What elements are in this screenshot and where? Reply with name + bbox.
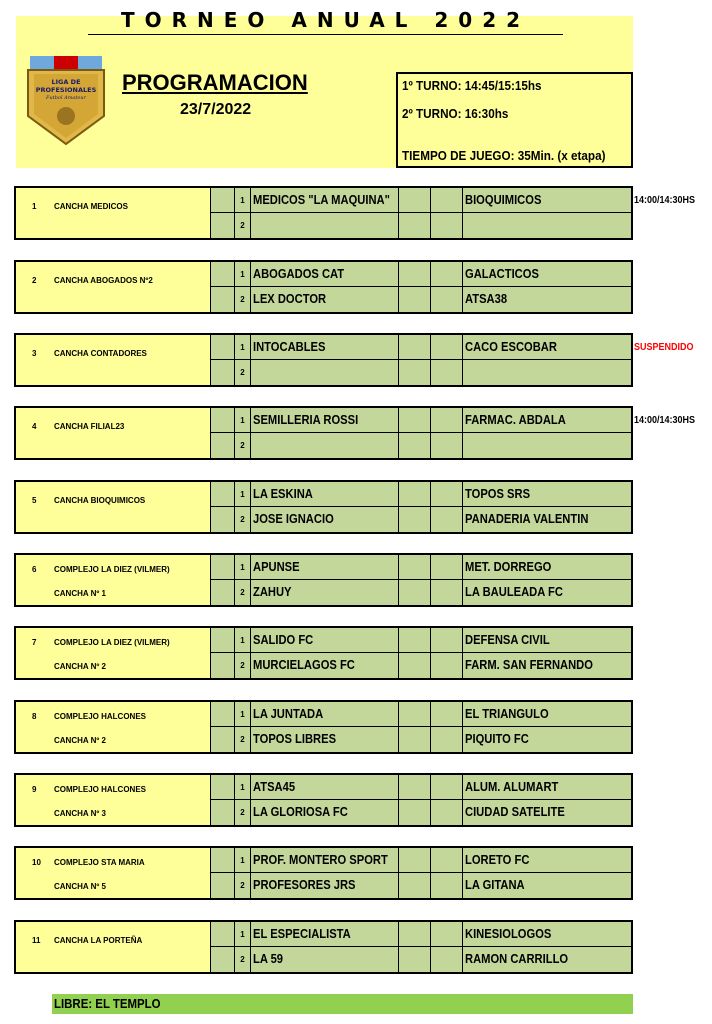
away-team: GALACTICOS (462, 262, 631, 287)
blank-cell (210, 335, 234, 360)
venue-name: COMPLEJO STA MARIA (54, 858, 145, 867)
home-team: MURCIELAGOS FC (250, 653, 398, 678)
score-cell (430, 287, 462, 312)
blank-cell (210, 287, 234, 312)
home-team: LEX DOCTOR (250, 287, 398, 312)
venue-name: CANCHA CONTADORES (54, 349, 147, 358)
venue-field: CANCHA Nº 3 (54, 809, 106, 818)
libre-bar (52, 994, 633, 1014)
away-team: DEFENSA CIVIL (462, 628, 631, 653)
score-cell (398, 335, 430, 360)
home-team: APUNSE (250, 555, 398, 580)
turn-number: 2 (234, 727, 250, 752)
fixture-row (210, 580, 631, 605)
score-cell (398, 433, 430, 458)
match-number: 7 (32, 638, 37, 647)
venue-name: COMPLEJO HALCONES (54, 712, 147, 721)
turno-2: 2º TURNO: 16:30hs (402, 106, 509, 121)
fixture-grid (210, 775, 631, 825)
fixture-row (210, 433, 631, 458)
blank-cell (210, 653, 234, 678)
venue-name: CANCHA FILIAL23 (54, 422, 125, 431)
score-cell (398, 360, 430, 385)
blank-cell (210, 702, 234, 727)
turn-number: 2 (234, 873, 250, 898)
score-cell (430, 848, 462, 873)
tiempo-de-juego: TIEMPO DE JUEGO: 35Min. (x etapa) (402, 148, 606, 163)
score-cell (430, 580, 462, 605)
score-cell (398, 262, 430, 287)
venue-cell (16, 188, 212, 238)
score-cell (398, 947, 430, 972)
league-logo (24, 54, 108, 146)
venue-cell (16, 555, 212, 605)
venue-name: CANCHA BIOQUIMICOS (54, 496, 146, 505)
score-cell (398, 775, 430, 800)
fixture-row (210, 848, 631, 873)
home-team: LA JUNTADA (250, 702, 398, 727)
fixture-row (210, 408, 631, 433)
match-number: 8 (32, 712, 37, 721)
fixture-grid (210, 702, 631, 752)
venue-cell (16, 775, 212, 825)
venue-name: CANCHA ABOGADOS Nº2 (54, 276, 153, 285)
score-cell (398, 287, 430, 312)
score-cell (398, 653, 430, 678)
score-cell (430, 727, 462, 752)
blank-cell (210, 848, 234, 873)
match-block (14, 333, 633, 387)
venue-name: CANCHA MEDICOS (54, 202, 128, 211)
match-block (14, 406, 633, 460)
programacion-heading: PROGRAMACION (122, 70, 308, 95)
home-team: PROFESORES JRS (250, 873, 398, 898)
score-cell (398, 507, 430, 532)
blank-cell (210, 213, 234, 238)
away-team (462, 360, 631, 385)
fixture-row (210, 922, 631, 947)
match-block (14, 920, 633, 974)
away-team: TOPOS SRS (462, 482, 631, 507)
turn-number: 2 (234, 653, 250, 678)
turno-1: 1º TURNO: 14:45/15:15hs (402, 78, 542, 93)
away-team (462, 433, 631, 458)
home-team: JOSE IGNACIO (250, 507, 398, 532)
match-block (14, 480, 633, 534)
venue-cell (16, 482, 212, 532)
home-team (250, 360, 398, 385)
score-cell (430, 408, 462, 433)
match-block (14, 700, 633, 754)
turn-number: 2 (234, 947, 250, 972)
score-cell (430, 507, 462, 532)
venue-field: CANCHA Nº 5 (54, 882, 106, 891)
score-cell (398, 482, 430, 507)
turn-number: 2 (234, 287, 250, 312)
program-date: 23/7/2022 (180, 101, 252, 118)
match-number: 1 (32, 202, 37, 211)
home-team: PROF. MONTERO SPORT (250, 848, 398, 873)
away-team: PANADERIA VALENTIN (462, 507, 631, 532)
venue-name: COMPLEJO LA DIEZ (VILMER) (54, 638, 170, 647)
score-cell (430, 360, 462, 385)
suspended-note: SUSPENDIDO (634, 342, 694, 353)
away-team: CIUDAD SATELITE (462, 800, 631, 825)
turn-number: 1 (234, 702, 250, 727)
venue-field: CANCHA Nº 2 (54, 662, 106, 671)
turn-number: 2 (234, 213, 250, 238)
venue-name: CANCHA LA PORTEÑA (54, 936, 143, 945)
match-number: 3 (32, 349, 37, 358)
turn-number: 1 (234, 408, 250, 433)
match-number: 2 (32, 276, 37, 285)
fixture-row (210, 262, 631, 287)
fixture-row (210, 507, 631, 532)
home-team: SALIDO FC (250, 628, 398, 653)
score-cell (430, 628, 462, 653)
score-cell (430, 188, 462, 213)
blank-cell (210, 555, 234, 580)
fixture-row (210, 482, 631, 507)
fixture-grid (210, 482, 631, 532)
match-number: 4 (32, 422, 37, 431)
fixture-row (210, 702, 631, 727)
blank-cell (210, 580, 234, 605)
away-team: EL TRIANGULO (462, 702, 631, 727)
score-cell (398, 727, 430, 752)
away-team: RAMON CARRILLO (462, 947, 631, 972)
score-cell (398, 702, 430, 727)
home-team: EL ESPECIALISTA (250, 922, 398, 947)
home-team: ZAHUY (250, 580, 398, 605)
score-cell (398, 188, 430, 213)
blank-cell (210, 433, 234, 458)
turn-number: 1 (234, 922, 250, 947)
away-team: LA BAULEADA FC (462, 580, 631, 605)
blank-cell (210, 775, 234, 800)
logo-line-3: Futbol Amateur (45, 95, 87, 101)
fixture-grid (210, 555, 631, 605)
turn-number: 2 (234, 580, 250, 605)
turn-number: 1 (234, 335, 250, 360)
venue-cell (16, 335, 212, 385)
match-number: 5 (32, 496, 37, 505)
match-number: 10 (32, 858, 41, 867)
home-team: MEDICOS "LA MAQUINA" (250, 188, 398, 213)
fixture-row (210, 947, 631, 972)
venue-cell (16, 262, 212, 312)
fixture-row (210, 653, 631, 678)
blank-cell (210, 727, 234, 752)
away-team: LORETO FC (462, 848, 631, 873)
time-note: 14:00/14:30HS (634, 415, 696, 426)
blank-cell (210, 922, 234, 947)
home-team: LA 59 (250, 947, 398, 972)
venue-cell (16, 702, 212, 752)
away-team: KINESIOLOGOS (462, 922, 631, 947)
home-team (250, 433, 398, 458)
score-cell (398, 800, 430, 825)
match-number: 11 (32, 936, 41, 945)
venue-cell (16, 408, 212, 458)
score-cell (430, 482, 462, 507)
blank-cell (210, 188, 234, 213)
fixture-grid (210, 628, 631, 678)
turn-number: 2 (234, 507, 250, 532)
away-team: BIOQUIMICOS (462, 188, 631, 213)
fixture-grid (210, 408, 631, 458)
score-cell (398, 580, 430, 605)
fixture-row (210, 775, 631, 800)
score-cell (430, 922, 462, 947)
blank-cell (210, 947, 234, 972)
fixture-grid (210, 848, 631, 898)
turn-number: 1 (234, 482, 250, 507)
away-team: CACO ESCOBAR (462, 335, 631, 360)
score-cell (430, 433, 462, 458)
blank-cell (210, 408, 234, 433)
score-cell (398, 555, 430, 580)
turn-number: 2 (234, 360, 250, 385)
score-cell (430, 775, 462, 800)
away-team: FARMAC. ABDALA (462, 408, 631, 433)
venue-name: COMPLEJO HALCONES (54, 785, 147, 794)
away-team: PIQUITO FC (462, 727, 631, 752)
time-note: 14:00/14:30HS (634, 195, 696, 206)
blank-cell (210, 482, 234, 507)
fixture-grid (210, 922, 631, 972)
turn-number: 1 (234, 555, 250, 580)
schedule-box (396, 72, 633, 168)
turn-number: 1 (234, 262, 250, 287)
score-cell (398, 848, 430, 873)
away-team: ATSA38 (462, 287, 631, 312)
logo-line-2: PROFESIONALES (35, 86, 97, 94)
home-team: ATSA45 (250, 775, 398, 800)
turn-number: 1 (234, 628, 250, 653)
fixture-row (210, 628, 631, 653)
match-block (14, 773, 633, 827)
home-team: LA ESKINA (250, 482, 398, 507)
score-cell (398, 922, 430, 947)
score-cell (430, 800, 462, 825)
away-team: MET. DORREGO (462, 555, 631, 580)
turn-number: 1 (234, 188, 250, 213)
fixture-row (210, 188, 631, 213)
fixture-row (210, 213, 631, 238)
logo-line-1: LIGA DE (51, 78, 81, 86)
match-block (14, 553, 633, 607)
score-cell (398, 408, 430, 433)
tournament-title: TORNEO ANUAL 2022 (88, 8, 563, 35)
fixture-row (210, 727, 631, 752)
away-team: LA GITANA (462, 873, 631, 898)
home-team: SEMILLERIA ROSSI (250, 408, 398, 433)
match-number: 9 (32, 785, 37, 794)
home-team: ABOGADOS CAT (250, 262, 398, 287)
fixture-grid (210, 188, 631, 238)
turn-number: 2 (234, 433, 250, 458)
venue-field: CANCHA Nº 2 (54, 736, 106, 745)
score-cell (398, 213, 430, 238)
blank-cell (210, 800, 234, 825)
turn-number: 2 (234, 800, 250, 825)
venue-name: COMPLEJO LA DIEZ (VILMER) (54, 565, 170, 574)
home-team: LA GLORIOSA FC (250, 800, 398, 825)
score-cell (398, 628, 430, 653)
venue-cell (16, 848, 212, 898)
away-team: ALUM. ALUMART (462, 775, 631, 800)
score-cell (430, 213, 462, 238)
fixture-row (210, 873, 631, 898)
away-team: FARM. SAN FERNANDO (462, 653, 631, 678)
match-block (14, 260, 633, 314)
blank-cell (210, 628, 234, 653)
blank-cell (210, 507, 234, 532)
score-cell (430, 873, 462, 898)
fixture-grid (210, 335, 631, 385)
fixture-row (210, 555, 631, 580)
match-block (14, 626, 633, 680)
away-team (462, 213, 631, 238)
fixture-row (210, 800, 631, 825)
score-cell (430, 262, 462, 287)
home-team: INTOCABLES (250, 335, 398, 360)
score-cell (430, 653, 462, 678)
score-cell (430, 335, 462, 360)
blank-cell (210, 360, 234, 385)
libre-text: LIBRE: EL TEMPLO (54, 996, 161, 1011)
home-team (250, 213, 398, 238)
score-cell (430, 555, 462, 580)
home-team: TOPOS LIBRES (250, 727, 398, 752)
match-block (14, 186, 633, 240)
fixture-row (210, 335, 631, 360)
blank-cell (210, 262, 234, 287)
venue-cell (16, 922, 212, 972)
match-number: 6 (32, 565, 37, 574)
fixture-grid (210, 262, 631, 312)
score-cell (430, 947, 462, 972)
fixture-row (210, 287, 631, 312)
match-block (14, 846, 633, 900)
turn-number: 1 (234, 848, 250, 873)
venue-field: CANCHA Nº 1 (54, 589, 106, 598)
venue-cell (16, 628, 212, 678)
turn-number: 1 (234, 775, 250, 800)
blank-cell (210, 873, 234, 898)
fixture-row (210, 360, 631, 385)
score-cell (398, 873, 430, 898)
score-cell (430, 702, 462, 727)
